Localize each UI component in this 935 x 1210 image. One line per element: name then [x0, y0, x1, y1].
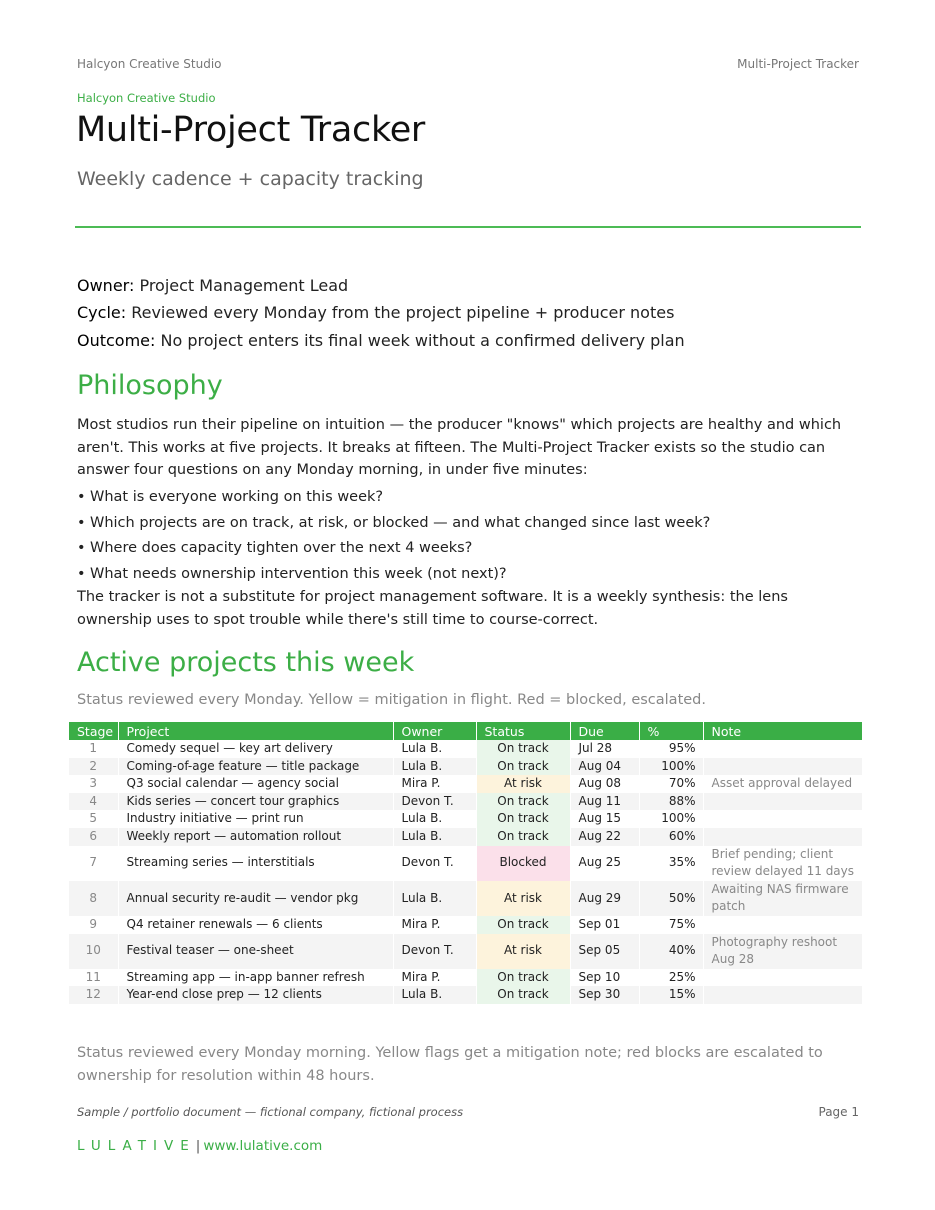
cell-stage: 7: [69, 846, 118, 881]
cell-due: Sep 10: [570, 969, 639, 987]
cell-pct: 35%: [639, 846, 703, 881]
cell-due: Aug 22: [570, 828, 639, 846]
cell-note: Photography reshoot Aug 28: [703, 934, 862, 969]
meta-owner-label: Owner:: [77, 276, 135, 295]
cell-project: Streaming series — interstitials: [118, 846, 393, 881]
cell-due: Aug 04: [570, 758, 639, 776]
cell-owner: Mira P.: [393, 916, 476, 934]
cell-pct: 25%: [639, 969, 703, 987]
cell-pct: 60%: [639, 828, 703, 846]
page-number: Page 1: [818, 1105, 859, 1119]
cell-note: [703, 986, 862, 1004]
cell-owner: Mira P.: [393, 969, 476, 987]
cell-note: [703, 828, 862, 846]
cell-status: On track: [476, 758, 570, 776]
cell-status: At risk: [476, 775, 570, 793]
cell-due: Sep 01: [570, 916, 639, 934]
table-row: [69, 846, 862, 881]
brand-footer: [77, 1138, 322, 1154]
cell-status: On track: [476, 793, 570, 811]
running-head-right: Multi-Project Tracker: [737, 57, 859, 71]
table-row: [69, 775, 862, 793]
philosophy-intro: Most studios run their pipeline on intuition — the producer "knows" which projects are healthy and which aren't. This works at five projects. It breaks at fifteen. The Multi-Project Tracker exists so the studio can answer four questions on any Monday morning, in under five minutes:: [77, 417, 842, 478]
header-kicker: Halcyon Creative Studio: [77, 91, 216, 105]
cell-owner: Mira P.: [393, 775, 476, 793]
cell-stage: 6: [69, 828, 118, 846]
column-header-due: Due: [570, 722, 639, 740]
cell-stage: 11: [69, 969, 118, 987]
brand-url-link[interactable]: www.lulative.com: [203, 1138, 323, 1154]
active-projects-heading: Active projects this week: [77, 647, 415, 678]
cell-project: Kids series — concert tour graphics: [118, 793, 393, 811]
cell-stage: 9: [69, 916, 118, 934]
table-row: [69, 740, 862, 758]
cell-owner: Devon T.: [393, 793, 476, 811]
list-item-text: Where does capacity tighten over the next 4 weeks?: [90, 540, 473, 556]
cell-pct: 88%: [639, 793, 703, 811]
cell-note: [703, 758, 862, 776]
cell-stage: 10: [69, 934, 118, 969]
cell-owner: Lula B.: [393, 758, 476, 776]
cell-stage: 4: [69, 793, 118, 811]
cell-note: [703, 969, 862, 987]
table-body: [69, 740, 862, 1004]
cell-owner: Lula B.: [393, 740, 476, 758]
cell-project: Q4 retainer renewals — 6 clients: [118, 916, 393, 934]
disclaimer: Sample / portfolio document — fictional company, fictional process: [77, 1105, 464, 1119]
cell-project: Festival teaser — one-sheet: [118, 934, 393, 969]
meta-outcome-value: No project enters its final week without a confirmed delivery plan: [155, 331, 685, 350]
cell-pct: 15%: [639, 986, 703, 1004]
table-row: [69, 916, 862, 934]
cell-owner: Lula B.: [393, 828, 476, 846]
cell-pct: 50%: [639, 881, 703, 916]
philosophy-heading: Philosophy: [77, 370, 223, 401]
cell-stage: 8: [69, 881, 118, 916]
cell-project: Weekly report — automation rollout: [118, 828, 393, 846]
table-caption: Status reviewed every Monday. Yellow = mitigation in flight. Red = blocked, escalated.: [77, 692, 706, 708]
page-title: Multi-Project Tracker: [76, 110, 426, 150]
brand-logo: LULATIVE: [77, 1138, 196, 1154]
cell-owner: Devon T.: [393, 846, 476, 881]
page-subtitle: Weekly cadence + capacity tracking: [77, 168, 424, 190]
cell-owner: Lula B.: [393, 881, 476, 916]
cell-due: Sep 05: [570, 934, 639, 969]
cell-project: Industry initiative — print run: [118, 810, 393, 828]
cell-due: Aug 25: [570, 846, 639, 881]
cell-project: Year-end close prep — 12 clients: [118, 986, 393, 1004]
meta-cycle: [77, 303, 674, 322]
table-header-row: [69, 722, 862, 740]
cell-status: On track: [476, 986, 570, 1004]
list-item: • What is everyone working on this week?: [77, 489, 384, 505]
cell-pct: 40%: [639, 934, 703, 969]
cell-status: Blocked: [476, 846, 570, 881]
cell-stage: 5: [69, 810, 118, 828]
running-header: [77, 57, 859, 73]
meta-outcome: [77, 331, 685, 350]
cell-note: [703, 793, 862, 811]
cell-status: On track: [476, 810, 570, 828]
cell-due: Aug 08: [570, 775, 639, 793]
cell-status: At risk: [476, 934, 570, 969]
cell-due: Aug 11: [570, 793, 639, 811]
cell-owner: Devon T.: [393, 934, 476, 969]
cell-status: At risk: [476, 881, 570, 916]
cell-note: [703, 916, 862, 934]
table-row: [69, 758, 862, 776]
cell-note: Asset approval delayed: [703, 775, 862, 793]
cell-stage: 3: [69, 775, 118, 793]
table-row: [69, 828, 862, 846]
cell-project: Q3 social calendar — agency social: [118, 775, 393, 793]
cell-pct: 95%: [639, 740, 703, 758]
running-head-left: Halcyon Creative Studio: [77, 57, 222, 71]
cell-project: Streaming app — in-app banner refresh: [118, 969, 393, 987]
cell-due: Aug 29: [570, 881, 639, 916]
column-header-percent: %: [639, 722, 703, 740]
cell-stage: 1: [69, 740, 118, 758]
cell-stage: 12: [69, 986, 118, 1004]
cell-pct: 75%: [639, 916, 703, 934]
list-item: • Which projects are on track, at risk, or blocked — and what changed since last week?: [77, 514, 711, 531]
brand-separator: |: [195, 1138, 201, 1154]
meta-cycle-value: Reviewed every Monday from the project pipeline + producer notes: [126, 303, 675, 322]
cell-status: On track: [476, 916, 570, 934]
cell-pct: 100%: [639, 810, 703, 828]
cell-pct: 70%: [639, 775, 703, 793]
list-item-text: Which projects are on track, at risk, or blocked — and what changed since last week?: [90, 514, 711, 531]
cell-stage: 2: [69, 758, 118, 776]
column-header-status: Status: [476, 722, 570, 740]
meta-owner: [77, 276, 348, 295]
cell-note: [703, 810, 862, 828]
list-item: • What needs ownership intervention this week (not next)?: [77, 565, 507, 582]
cell-project: Comedy sequel — key art delivery: [118, 740, 393, 758]
cell-pct: 100%: [639, 758, 703, 776]
table-row: [69, 881, 862, 916]
footer-note: Status reviewed every Monday morning. Yellow flags get a mitigation note; red blocks are escalated to ownership for resolution within 48 hours.: [77, 1045, 823, 1084]
meta-outcome-label: Outcome:: [77, 331, 156, 350]
table-row: [69, 810, 862, 828]
cell-project: Annual security re-audit — vendor pkg: [118, 881, 393, 916]
cell-owner: Lula B.: [393, 810, 476, 828]
table-row: [69, 986, 862, 1004]
table-row: [69, 793, 862, 811]
column-header-note: Note: [703, 722, 862, 740]
list-item: • Where does capacity tighten over the next 4 weeks?: [77, 540, 473, 556]
cell-due: Jul 28: [570, 740, 639, 758]
meta-owner-value: Project Management Lead: [134, 276, 349, 295]
table-row: [69, 934, 862, 969]
cell-project: Coming-of-age feature — title package: [118, 758, 393, 776]
project-tracker-table: [69, 722, 863, 1004]
cell-note: [703, 740, 862, 758]
cell-status: On track: [476, 828, 570, 846]
cell-status: On track: [476, 740, 570, 758]
cell-due: Aug 15: [570, 810, 639, 828]
cell-due: Sep 30: [570, 986, 639, 1004]
cell-note: Awaiting NAS firmware patch: [703, 881, 862, 916]
meta-cycle-label: Cycle:: [77, 303, 127, 322]
philosophy-questions: [77, 486, 862, 588]
list-item-text: What needs ownership intervention this week (not next)?: [90, 565, 507, 582]
cell-status: On track: [476, 969, 570, 987]
philosophy-closing: The tracker is not a substitute for project management software. It is a weekly synthesis: the lens ownership uses to spot trouble while there's still time to course-correct.: [77, 589, 788, 628]
header-divider: [75, 226, 861, 228]
column-header-stage: Stage: [69, 722, 118, 740]
list-item-text: What is everyone working on this week?: [90, 489, 384, 505]
table-row: [69, 969, 862, 987]
column-header-owner: Owner: [393, 722, 476, 740]
cell-owner: Lula B.: [393, 986, 476, 1004]
column-header-project: Project: [118, 722, 393, 740]
cell-note: Brief pending; client review delayed 11 days: [703, 846, 862, 881]
